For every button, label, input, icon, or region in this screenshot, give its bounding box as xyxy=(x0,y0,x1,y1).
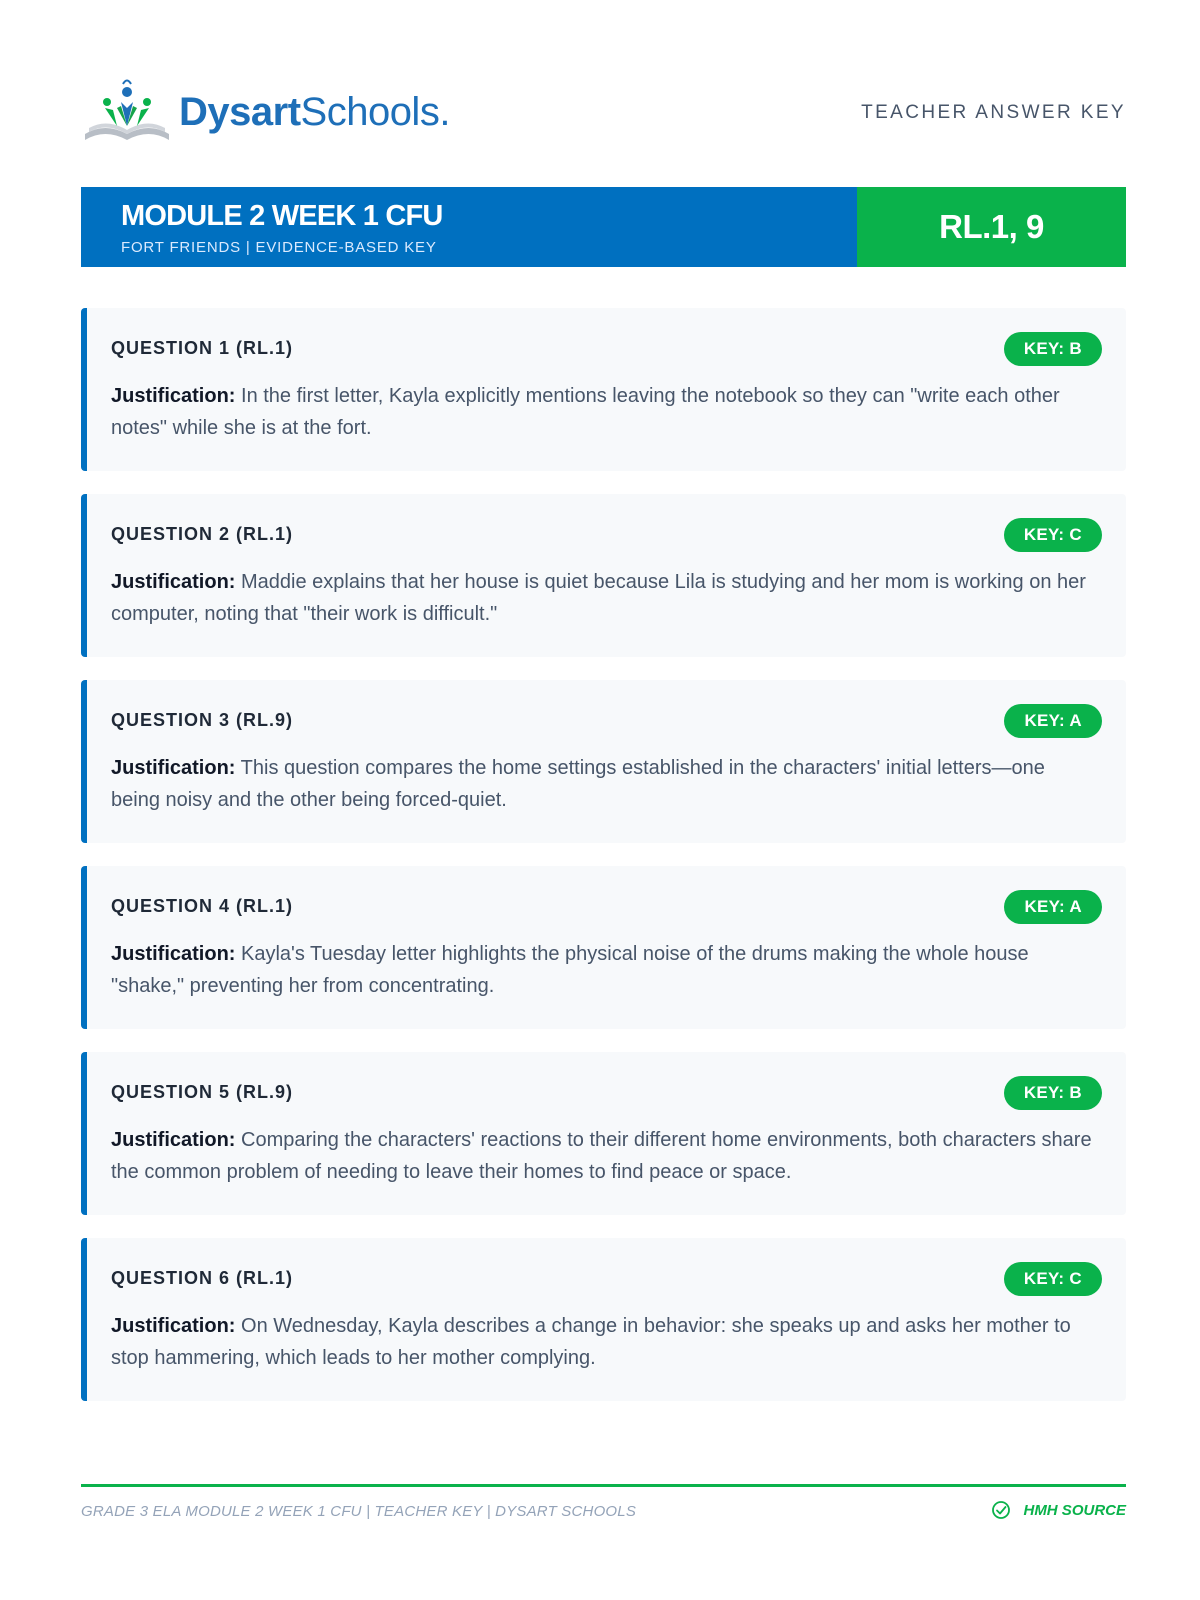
question-card-3 xyxy=(81,680,1126,843)
standards-block xyxy=(857,187,1126,267)
justification-label: Justification: xyxy=(111,385,236,407)
question-justification xyxy=(111,566,1096,630)
logo-wordmark xyxy=(179,92,450,132)
page-header xyxy=(81,0,1126,185)
answer-key-badge: KEY: A xyxy=(1004,704,1102,738)
answer-key-badge: KEY: C xyxy=(1004,518,1102,552)
justification-label: Justification: xyxy=(111,1315,236,1337)
justification-text: In the first letter, Kayla explicitly mentions leaving the notebook so they can "write each other notes" while she is at the fort. xyxy=(111,385,1060,439)
justification-text: Kayla's Tuesday letter highlights the physical noise of the drums making the whole house "shake," preventing her from concentrating. xyxy=(111,943,1029,997)
justification-text: This question compares the home settings established in the characters' initial letters—one being noisy and the other being forced-quiet. xyxy=(111,757,1045,811)
banner-title-block xyxy=(81,187,857,267)
question-card-6 xyxy=(81,1238,1126,1401)
logo-word-dysart: Dysart xyxy=(179,90,301,134)
justification-label: Justification: xyxy=(111,943,236,965)
question-list xyxy=(81,308,1126,1424)
banner-title: MODULE 2 WEEK 1 CFU xyxy=(121,200,443,232)
question-title: QUESTION 6 (RL.1) xyxy=(111,1268,294,1288)
justification-text: Comparing the characters' reactions to their different home environments, both characters share the common problem of needing to leave their homes to find peace or space. xyxy=(111,1129,1092,1183)
logo-word-schools: Schools xyxy=(300,90,440,134)
question-title: QUESTION 2 (RL.1) xyxy=(111,524,294,544)
answer-key-badge: KEY: C xyxy=(1004,1262,1102,1296)
answer-key-label: TEACHER ANSWER KEY xyxy=(861,102,1126,123)
banner-subtitle: FORT FRIENDS | EVIDENCE-BASED KEY xyxy=(121,239,437,256)
answer-key-badge: KEY: A xyxy=(1004,890,1102,924)
question-card-1 xyxy=(81,308,1126,471)
module-banner xyxy=(81,187,1126,267)
question-justification xyxy=(111,1124,1096,1188)
footer-document-info: GRADE 3 ELA MODULE 2 WEEK 1 CFU | TEACHER KEY | DYSART SCHOOLS xyxy=(81,1503,637,1520)
justification-label: Justification: xyxy=(111,1129,236,1151)
dysart-schools-logo xyxy=(81,78,450,146)
book-people-icon xyxy=(81,78,173,146)
question-justification xyxy=(111,938,1096,1002)
answer-key-badge: KEY: B xyxy=(1004,332,1102,366)
standards-label: RL.1, 9 xyxy=(939,208,1044,245)
question-title: QUESTION 1 (RL.1) xyxy=(111,338,294,358)
footer-source xyxy=(991,1500,1126,1520)
justification-text: On Wednesday, Kayla describes a change in behavior: she speaks up and asks her mother to stop hammering, which leads to her mother complying. xyxy=(111,1315,1071,1369)
question-title: QUESTION 5 (RL.9) xyxy=(111,1082,294,1102)
question-justification xyxy=(111,380,1096,444)
justification-label: Justification: xyxy=(111,757,236,779)
justification-text: Maddie explains that her house is quiet because Lila is studying and her mom is working on her computer, noting that "their work is difficult." xyxy=(111,571,1086,625)
question-card-5 xyxy=(81,1052,1126,1215)
footer-source-label: HMH SOURCE xyxy=(1023,1501,1126,1519)
question-title: QUESTION 4 (RL.1) xyxy=(111,896,294,916)
question-justification xyxy=(111,752,1096,816)
footer-divider xyxy=(81,1484,1126,1487)
question-justification xyxy=(111,1310,1096,1374)
check-circle-icon xyxy=(991,1500,1011,1520)
question-card-2 xyxy=(81,494,1126,657)
question-title: QUESTION 3 (RL.9) xyxy=(111,710,294,730)
justification-label: Justification: xyxy=(111,571,236,593)
document-page xyxy=(81,0,1126,1520)
logo-dot: . xyxy=(439,90,450,134)
answer-key-badge: KEY: B xyxy=(1004,1076,1102,1110)
question-card-4 xyxy=(81,866,1126,1029)
